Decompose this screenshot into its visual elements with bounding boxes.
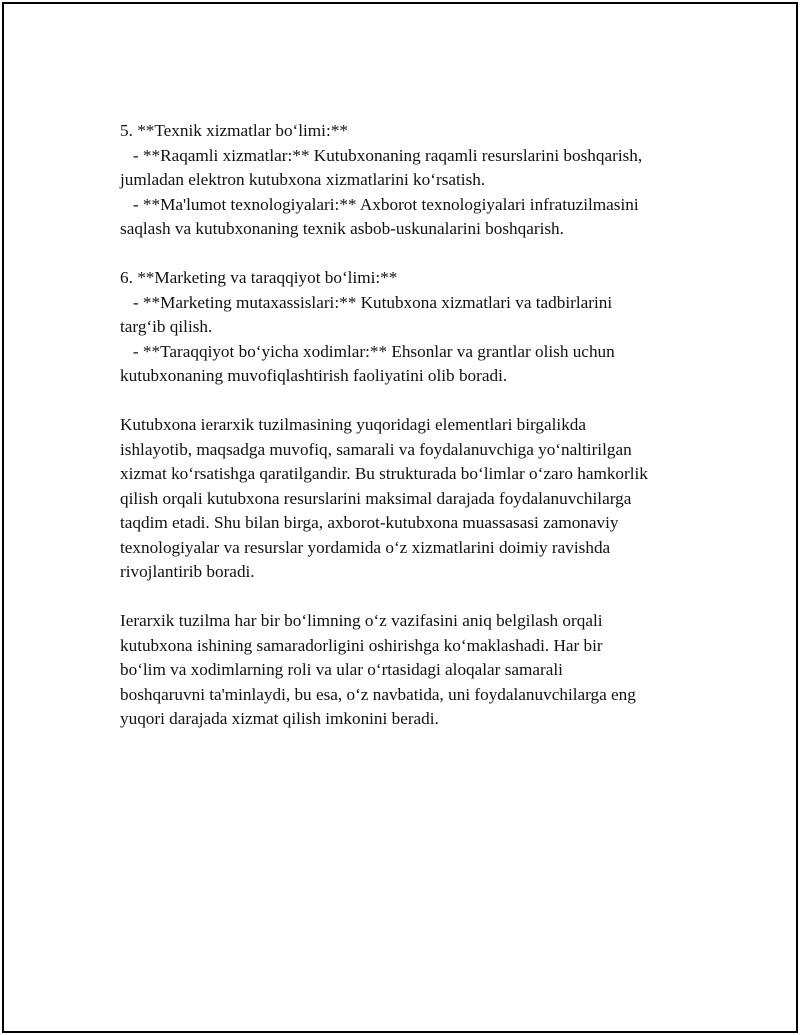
paragraph-gap (120, 585, 700, 610)
paragraph-line: texnologiyalar va resurslar yordamida o‘z xizmatlarini doimiy ravishda (120, 537, 611, 557)
paragraph-line: Ierarxik tuzilma har bir bo‘limning o‘z vazifasini aniq belgilash orqali (120, 611, 603, 630)
paragraph-line: yuqori darajada xizmat qilish imkonini beradi. (120, 709, 439, 728)
section-heading: 6. **Marketing va taraqqiyot bo‘limi:** (120, 268, 398, 287)
paragraph-line: qilish orqali kutubxona resurslarini maksimal darajada foydalanuvchilarga (120, 488, 632, 508)
document-body (120, 119, 700, 732)
list-item-text: - **Ma'lumot texnologiyalari:** Axborot texnologiyalari infratuzilmasini (120, 194, 639, 214)
list-item-text: jumladan elektron kutubxona xizmatlarini ko‘rsatish. (120, 170, 486, 189)
paragraph-line: kutubxona ishining samaradorligini oshirishga ko‘maklashadi. Har bir (120, 635, 603, 655)
list-item-text: - **Taraqqiyot bo‘yicha xodimlar:** Ehsonlar va grantlar olish uchun (120, 341, 615, 361)
paragraph-line: xizmat ko‘rsatishga qaratilgandir. Bu strukturada bo‘limlar o‘zaro hamkorlik (120, 464, 648, 483)
section-5-technical-services (120, 119, 700, 242)
paragraph-line: Kutubxona ierarxik tuzilmasining yuqoridagi elementlari birgalikda (120, 415, 587, 434)
paragraph-line: rivojlantirib boradi. (120, 562, 255, 581)
list-item-text: targ‘ib qilish. (120, 317, 213, 336)
paragraph-line: bo‘lim va xodimlarning roli va ular o‘rtasidagi aloqalar samarali (120, 660, 563, 679)
list-item-text: saqlash va kutubxonaning texnik asbob-uskunalarini boshqarish. (120, 219, 564, 238)
paragraph-gap (120, 389, 700, 414)
list-item-text: - **Raqamli xizmatlar:** Kutubxonaning raqamli resurslarini boshqarish, (120, 145, 643, 165)
list-item-text: kutubxonaning muvofiqlashtirish faoliyatini olib boradi. (120, 366, 508, 385)
paragraph-line: taqdim etadi. Shu bilan birga, axborot-kutubxona muassasasi zamonaviy (120, 513, 619, 532)
paragraph-line: boshqaruvni ta'minlaydi, bu esa, o‘z navbatida, uni foydalanuvchilarga eng (120, 684, 636, 704)
document-page (2, 2, 798, 1033)
paragraph-gap (120, 242, 700, 267)
section-heading: 5. **Texnik xizmatlar bo‘limi:** (120, 121, 348, 140)
body-paragraph-2 (120, 609, 700, 732)
body-paragraph-1 (120, 413, 700, 585)
section-6-marketing-development (120, 266, 700, 389)
list-item-text: - **Marketing mutaxassislari:** Kutubxona xizmatlari va tadbirlarini (120, 292, 613, 312)
paragraph-line: ishlayotib, maqsadga muvofiq, samarali va foydalanuvchiga yo‘naltirilgan (120, 439, 632, 459)
